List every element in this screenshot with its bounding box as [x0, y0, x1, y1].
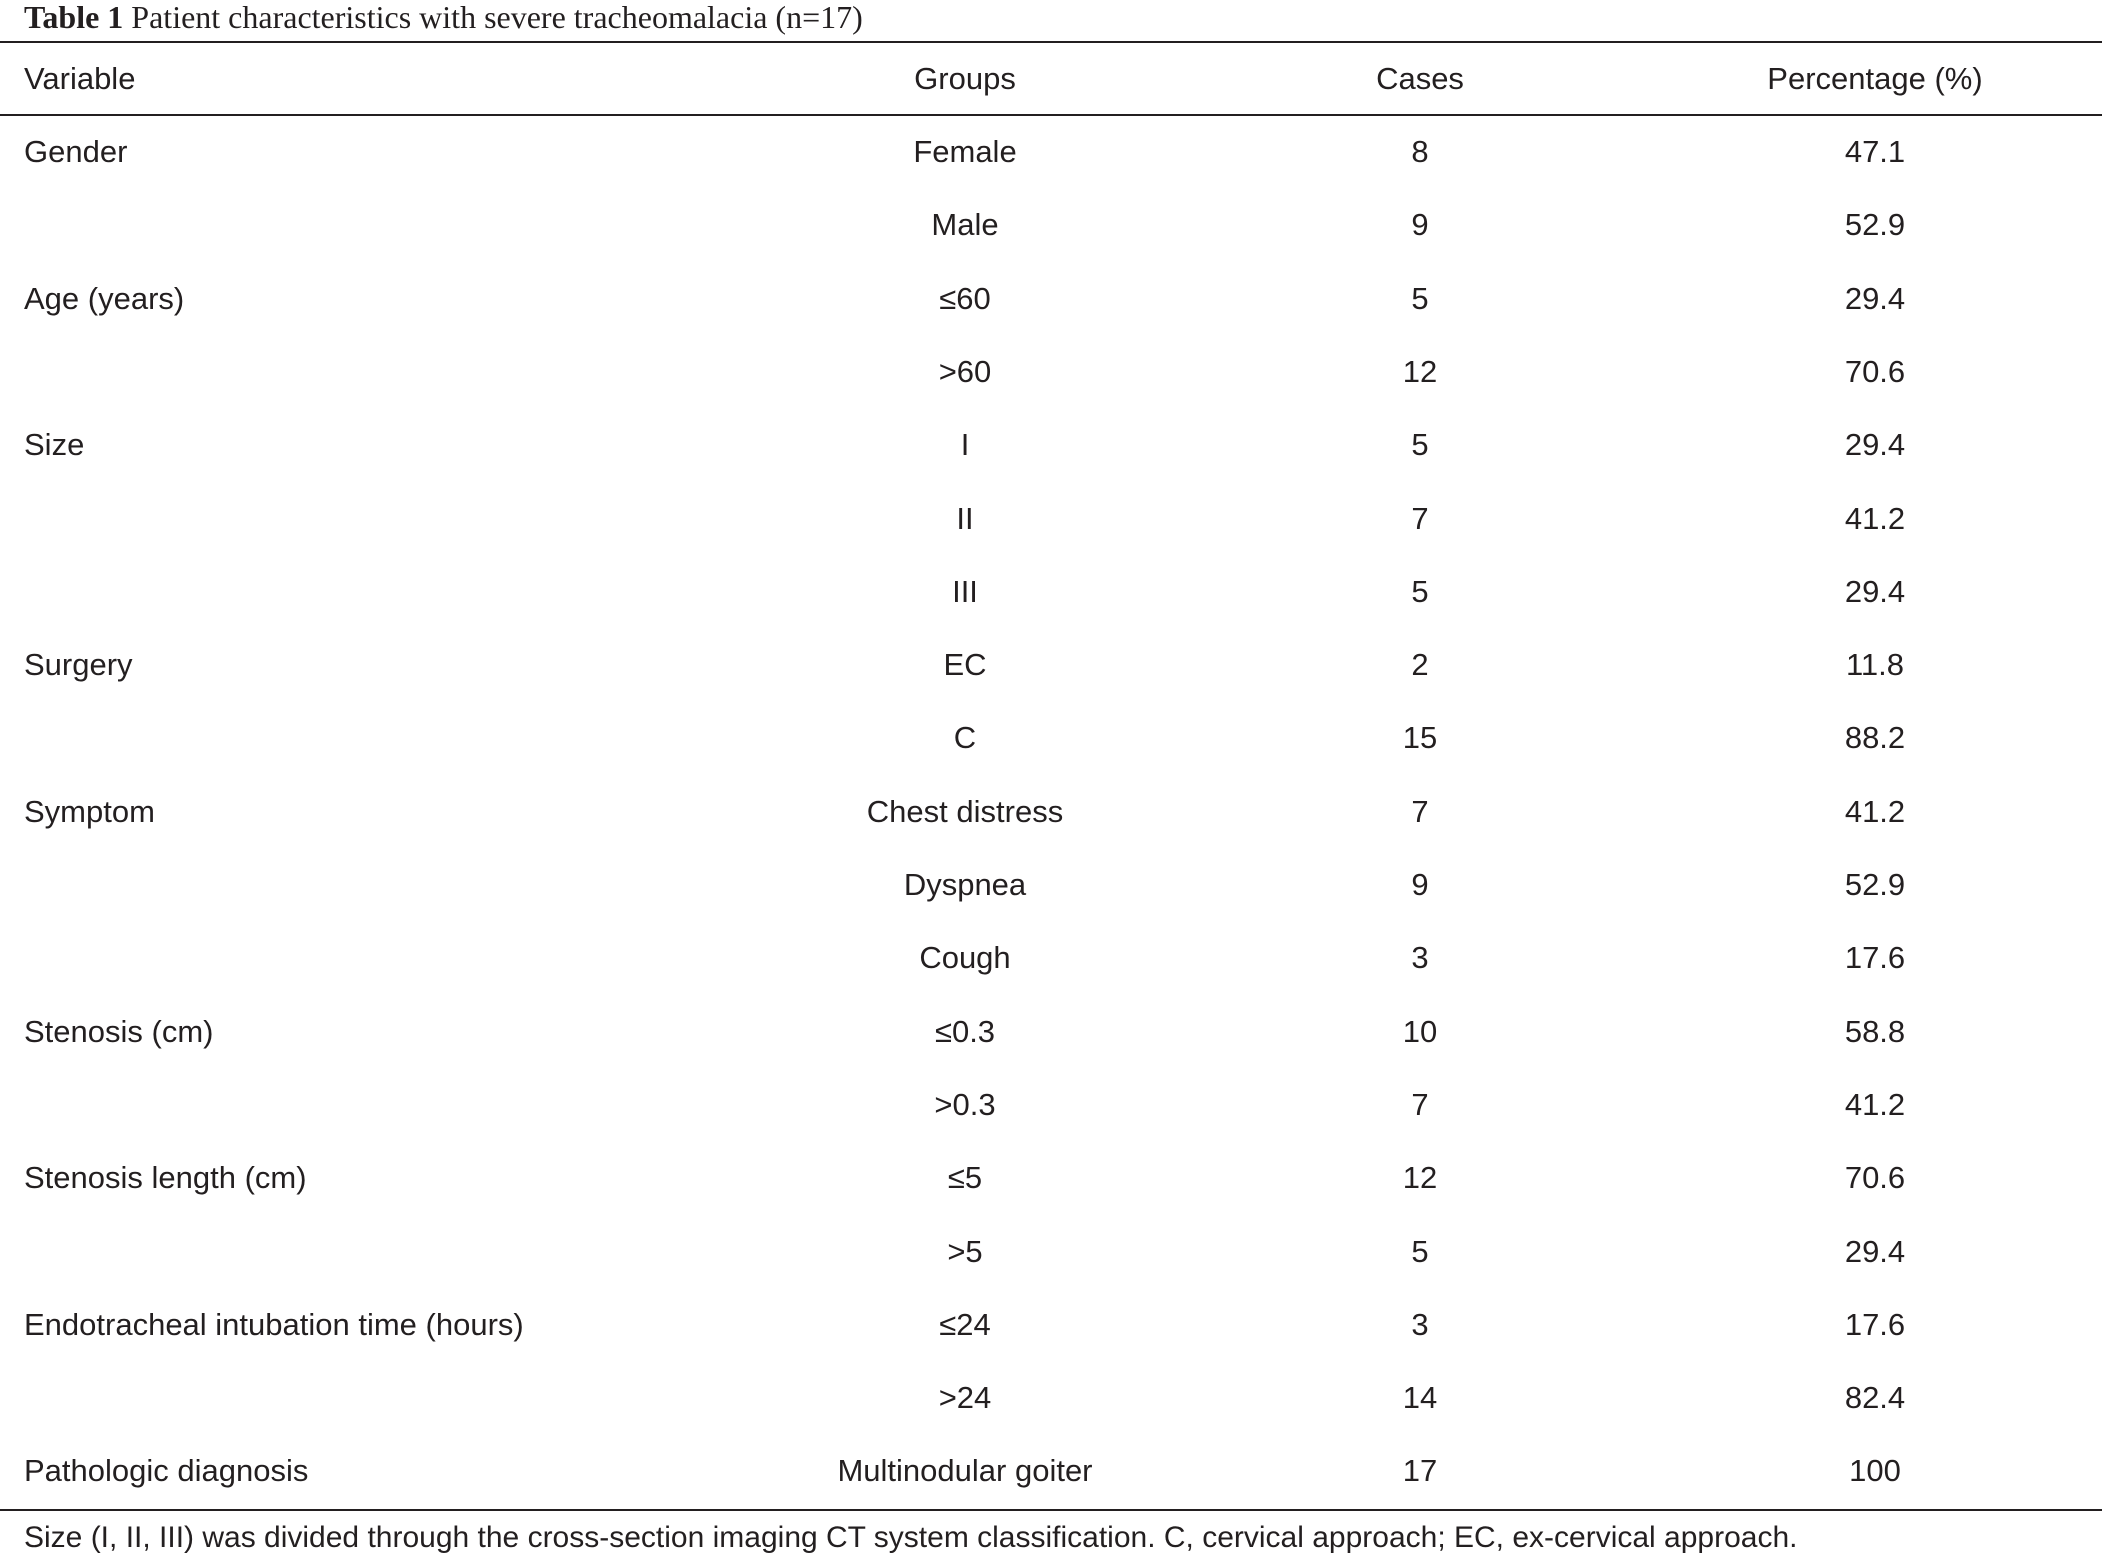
table-row: [0, 262, 2102, 336]
cell-variable: Stenosis length (cm): [24, 1160, 307, 1196]
cell-cases: 7: [1411, 1086, 1429, 1122]
header-groups: Groups: [914, 61, 1016, 96]
cell-group: Female: [913, 134, 1017, 169]
cell-percentage: 41.2: [1844, 793, 1906, 829]
table-row: [0, 1288, 2102, 1362]
table-row: [0, 335, 2102, 409]
cell-percentage: 29.4: [1844, 427, 1906, 463]
table-row: [0, 1068, 2102, 1142]
cell-group: ≤5: [947, 1160, 983, 1196]
cell-percentage: 29.4: [1844, 1233, 1906, 1269]
table-caption: [24, 0, 863, 40]
cell-cases: 9: [1411, 867, 1429, 902]
cell-percentage: 17.6: [1844, 1306, 1906, 1342]
cell-group: Chest distress: [866, 793, 1064, 829]
cell-cases: 7: [1411, 500, 1429, 536]
header-percentage: Percentage (%): [1767, 61, 1983, 96]
header-cases: Cases: [1376, 61, 1464, 96]
cell-cases: 8: [1411, 134, 1429, 169]
cell-percentage: 11.8: [1845, 647, 1905, 683]
cell-cases: 12: [1402, 353, 1438, 389]
cell-group: ≤0.3: [934, 1013, 996, 1049]
cell-percentage: 70.6: [1844, 1160, 1906, 1196]
table-row: [0, 1141, 2102, 1215]
cell-group: ≤60: [939, 280, 991, 316]
table-row: [0, 115, 2102, 189]
cell-variable: Gender: [24, 134, 128, 169]
cell-cases: 5: [1411, 573, 1429, 609]
table-row: [0, 1434, 2102, 1508]
cell-cases: 2: [1411, 647, 1429, 683]
cell-percentage: 29.4: [1844, 280, 1906, 316]
cell-percentage: 47.1: [1844, 134, 1906, 169]
table-row: [0, 995, 2102, 1069]
table-row: [0, 1215, 2102, 1289]
cell-group: ≤24: [939, 1306, 991, 1342]
table-row: [0, 1361, 2102, 1435]
table-footnote: Size (I, II, III) was divided through the cross-section imaging CT system classification. C, cervical approach; EC, ex-cervical approach.: [24, 1521, 1798, 1554]
cell-cases: 5: [1411, 1233, 1429, 1269]
cell-percentage: 88.2: [1844, 720, 1906, 756]
cell-group: C: [953, 720, 977, 756]
cell-group: >0.3: [934, 1086, 996, 1122]
cell-group: >5: [947, 1233, 983, 1269]
table-row: [0, 848, 2102, 922]
cell-group: I: [960, 427, 970, 463]
table-row: [0, 701, 2102, 775]
table-row: [0, 482, 2102, 556]
table-row: [0, 628, 2102, 702]
cell-percentage: 52.9: [1844, 207, 1906, 243]
cell-variable: Surgery: [24, 647, 133, 683]
cell-cases: 3: [1411, 1306, 1429, 1342]
cell-percentage: 70.6: [1844, 353, 1906, 389]
cell-cases: 5: [1411, 427, 1429, 463]
bottom-rule: [0, 1509, 2102, 1511]
cell-cases: 17: [1402, 1453, 1438, 1489]
cell-percentage: 17.6: [1844, 940, 1906, 976]
cell-group: III: [952, 573, 978, 609]
cell-group: >60: [938, 353, 992, 389]
cell-group: Cough: [919, 940, 1011, 976]
cell-group: II: [956, 500, 974, 536]
cell-cases: 9: [1411, 207, 1429, 243]
table-row: [0, 408, 2102, 482]
cell-group: Male: [931, 207, 999, 243]
cell-variable: Symptom: [24, 793, 155, 829]
cell-cases: 10: [1402, 1013, 1438, 1049]
cell-percentage: 41.2: [1844, 500, 1906, 536]
cell-variable: Endotracheal intubation time (hours): [24, 1306, 524, 1342]
cell-percentage: 29.4: [1844, 573, 1906, 609]
cell-variable: Age (years): [24, 280, 185, 316]
cell-group: Dyspnea: [903, 867, 1027, 902]
cell-cases: 3: [1411, 940, 1429, 976]
cell-percentage: 100: [1849, 1453, 1901, 1489]
cell-variable: Size: [24, 427, 85, 463]
cell-cases: 14: [1402, 1380, 1438, 1416]
table-row: [0, 555, 2102, 629]
table-row: [0, 188, 2102, 262]
cell-percentage: 82.4: [1844, 1380, 1906, 1416]
cell-percentage: 41.2: [1844, 1086, 1906, 1122]
cell-variable: Stenosis (cm): [24, 1013, 214, 1049]
cell-percentage: 52.9: [1844, 867, 1906, 902]
table-row: [0, 775, 2102, 849]
cell-group: >24: [938, 1380, 992, 1416]
cell-cases: 12: [1402, 1160, 1438, 1196]
cell-cases: 15: [1402, 720, 1438, 756]
cell-variable: Pathologic diagnosis: [24, 1453, 309, 1489]
cell-cases: 7: [1411, 793, 1429, 829]
cell-group: EC: [943, 647, 987, 683]
cell-percentage: 58.8: [1844, 1013, 1906, 1049]
table-label: Table 1: [24, 0, 124, 35]
table-header-row: [0, 42, 2102, 116]
table-title: Patient characteristics with severe tracheomalacia (n=17): [131, 0, 863, 35]
cell-cases: 5: [1411, 280, 1429, 316]
header-variable: Variable: [24, 61, 136, 96]
table-row: [0, 921, 2102, 995]
cell-group: Multinodular goiter: [837, 1453, 1093, 1489]
